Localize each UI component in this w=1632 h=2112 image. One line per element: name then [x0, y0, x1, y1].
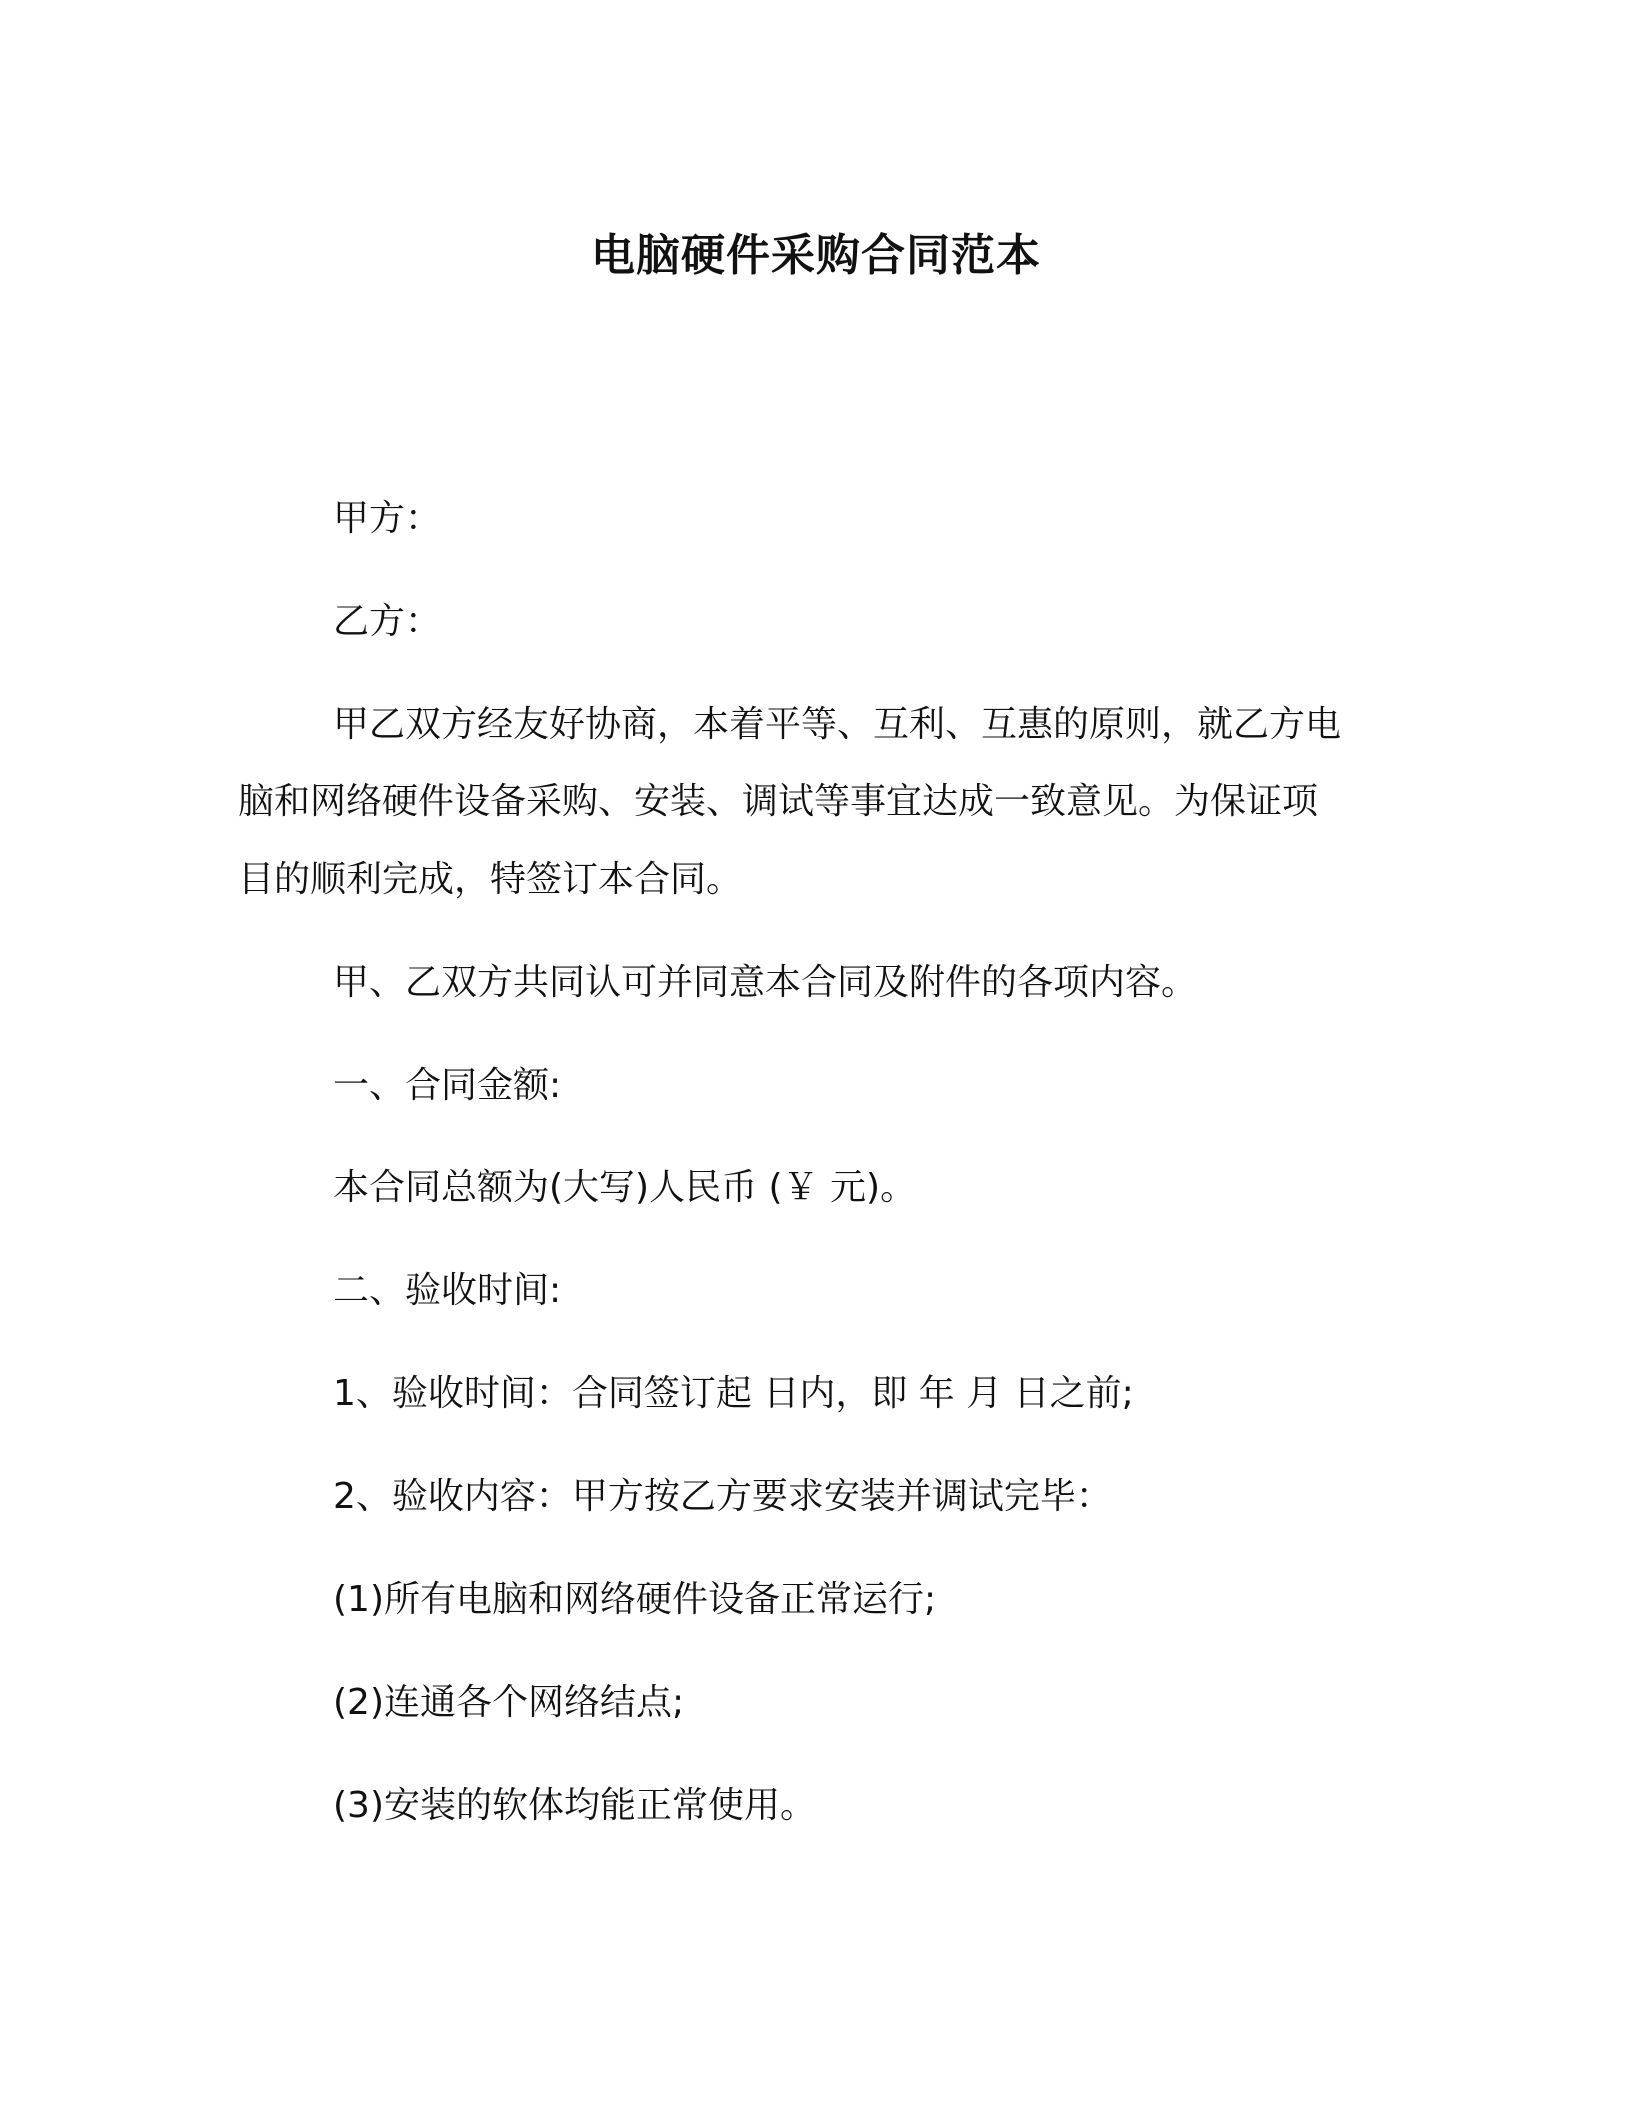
acceptance-subitem-3: (3)安装的软体均能正常使用。 [333, 1785, 816, 1826]
acceptance-subitem-1: (1)所有电脑和网络硬件设备正常运行; [333, 1579, 937, 1620]
intro-paragraph-line-2: 脑和网络硬件设备采购、安装、调试等事宜达成一致意见。为保证项 [238, 781, 1319, 822]
intro-paragraph-line-1: 甲乙双方经友好协商，本着平等、互利、互惠的原则，就乙方电 [333, 704, 1342, 745]
party-a-label: 甲方： [333, 498, 442, 539]
acceptance-time-item: 1、验收时间：合同签订起 日内，即 年 月 日之前; [333, 1373, 1134, 1414]
party-b-label: 乙方： [333, 601, 442, 642]
acceptance-subitem-2: (2)连通各个网络结点; [333, 1682, 685, 1723]
document-title: 电脑硬件采购合同范本 [591, 230, 1041, 281]
section-2-heading: 二、验收时间: [333, 1270, 562, 1311]
agreement-paragraph: 甲、乙双方共同认可并同意本合同及附件的各项内容。 [333, 962, 1198, 1003]
acceptance-content-item: 2、验收内容：甲方按乙方要求安装并调试完毕： [333, 1476, 1112, 1517]
intro-paragraph-line-3: 目的顺利完成，特签订本合同。 [238, 859, 743, 900]
section-1-text: 本合同总额为(大写)人民币 (￥ 元)。 [333, 1167, 917, 1208]
section-1-heading: 一、合同金额: [333, 1065, 562, 1106]
